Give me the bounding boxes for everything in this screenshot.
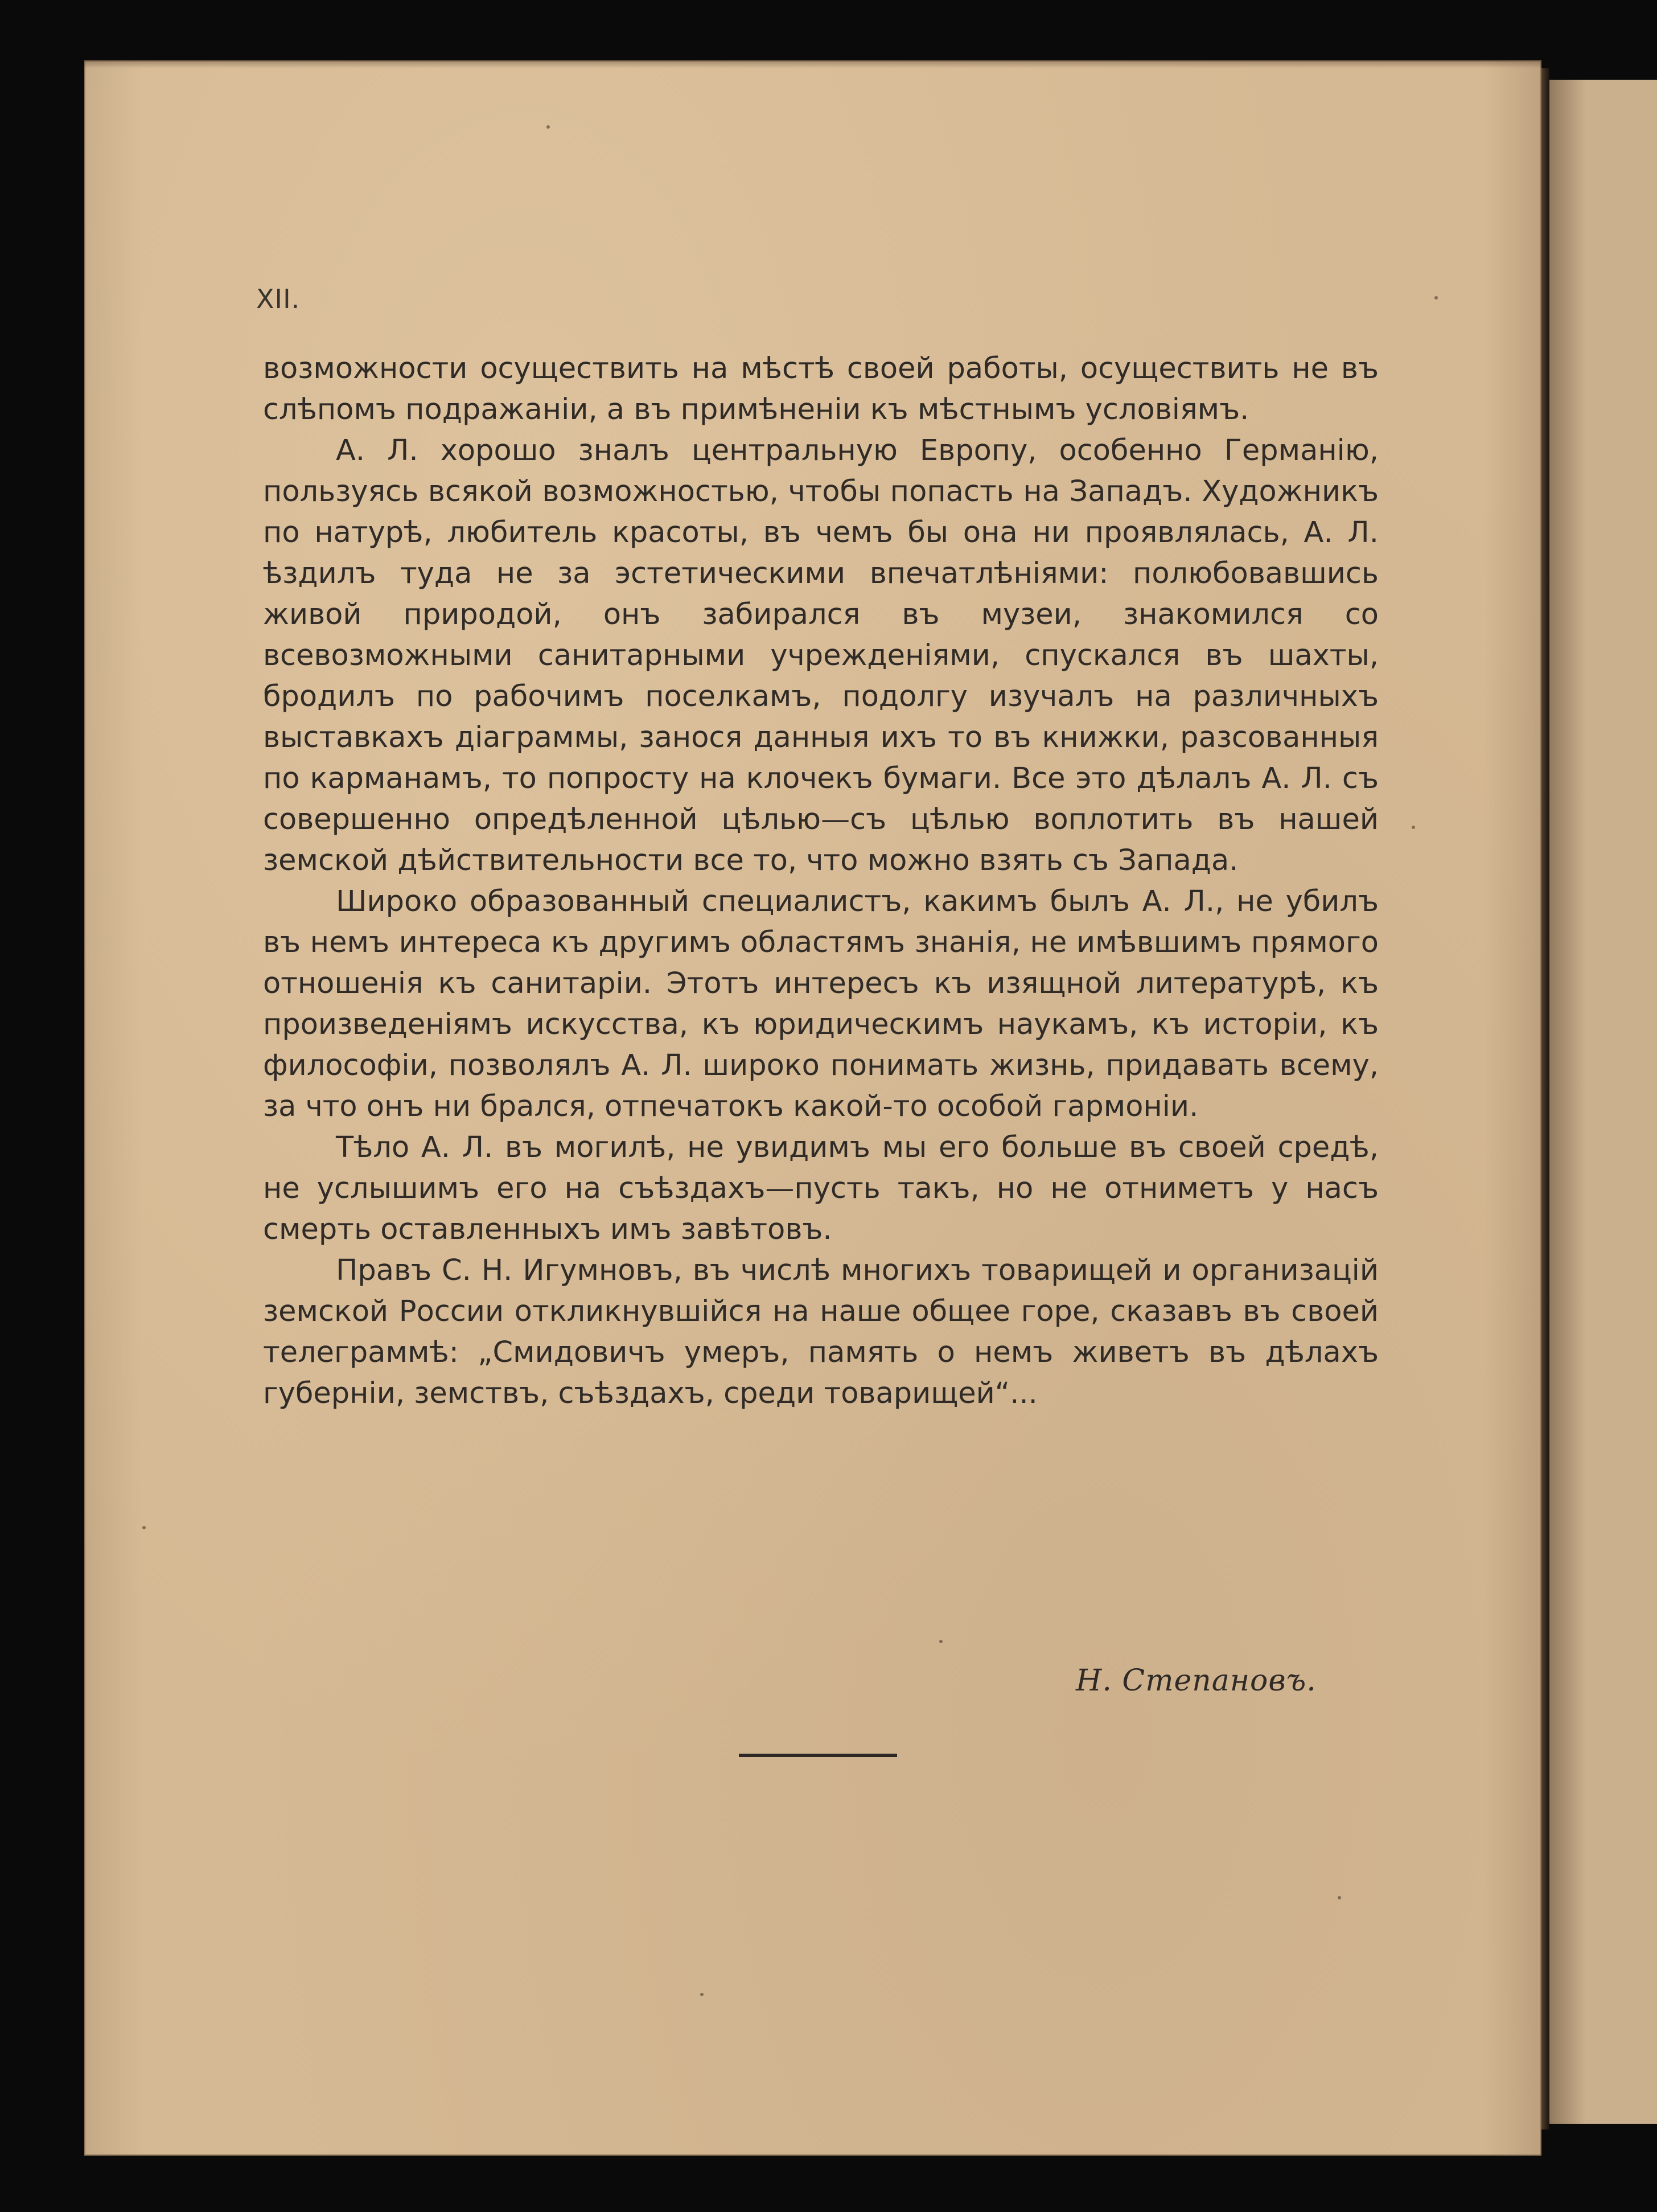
paragraph-2: А. Л. хорошо зналъ центральную Европу, особенно Германію, пользуясь всякой возможностью, чтобы попасть на Западъ. Художникъ по натурѣ, любитель красоты, въ чемъ бы она ни проявлялась, А. Л. ѣздилъ туда не за эстетическими впечатлѣніями: полюбовавшись живой природой, онъ забирался въ музеи, знакомился со всевозможными санитарными учрежденіями, спускался въ шахты, бродилъ по рабочимъ поселкамъ, подолгу изучалъ на различныхъ выставкахъ діаграммы, занося данныя ихъ то въ книжки, разсованныя по карманамъ, то попросту на клочекъ бумаги. Все это дѣлалъ А. Л. съ совершенно опредѣленной цѣлью—съ цѣлью воплотить въ нашей земской дѣйствительности все то, что можно взять съ Запада. — [263, 434, 1379, 877]
paragraph-3: Широко образованный специалистъ, какимъ былъ А. Л., не убилъ въ немъ интереса къ другимъ областямъ знанія, не имѣвшимъ прямого отношенія къ санитаріи. Этотъ интересъ къ изящной литературѣ, къ произведеніямъ искусства, къ юридическимъ наукамъ, къ исторіи, къ философіи, позволялъ А. Л. широко понимать жизнь, придавать всему, за что онъ ни брался, отпечатокъ какой-то особой гармоніи. — [263, 885, 1379, 1123]
paragraph-4: Тѣло А. Л. въ могилѣ, не увидимъ мы его больше въ своей средѣ, не услышимъ его на съѣздахъ—пусть такъ, но не отниметъ у насъ смерть оставленныхъ имъ завѣтовъ. — [263, 1131, 1379, 1246]
paragraph-1: возможности осуществить на мѣстѣ своей работы, осуществить не въ слѣпомъ подражаніи, а въ примѣненіи къ мѣстнымъ условіямъ. — [263, 352, 1379, 426]
adjacent-page-edge — [1547, 80, 1657, 2124]
body-text — [263, 348, 1379, 1414]
author-signature: Н. Степановъ. — [1076, 1664, 1317, 1698]
closing-rule — [739, 1754, 897, 1757]
page-top-edge — [84, 60, 1541, 68]
page-number: XII. — [256, 284, 301, 314]
paragraph-5: Правъ С. Н. Игумновъ, въ числѣ многихъ товарищей и организацій земской России откликнувшійся на наше общее горе, сказавъ въ своей телеграммѣ: „Смидовичъ умеръ, память о немъ живетъ въ дѣлахъ губерніи, земствъ, съѣздахъ, среди товарищей“... — [263, 1254, 1379, 1410]
